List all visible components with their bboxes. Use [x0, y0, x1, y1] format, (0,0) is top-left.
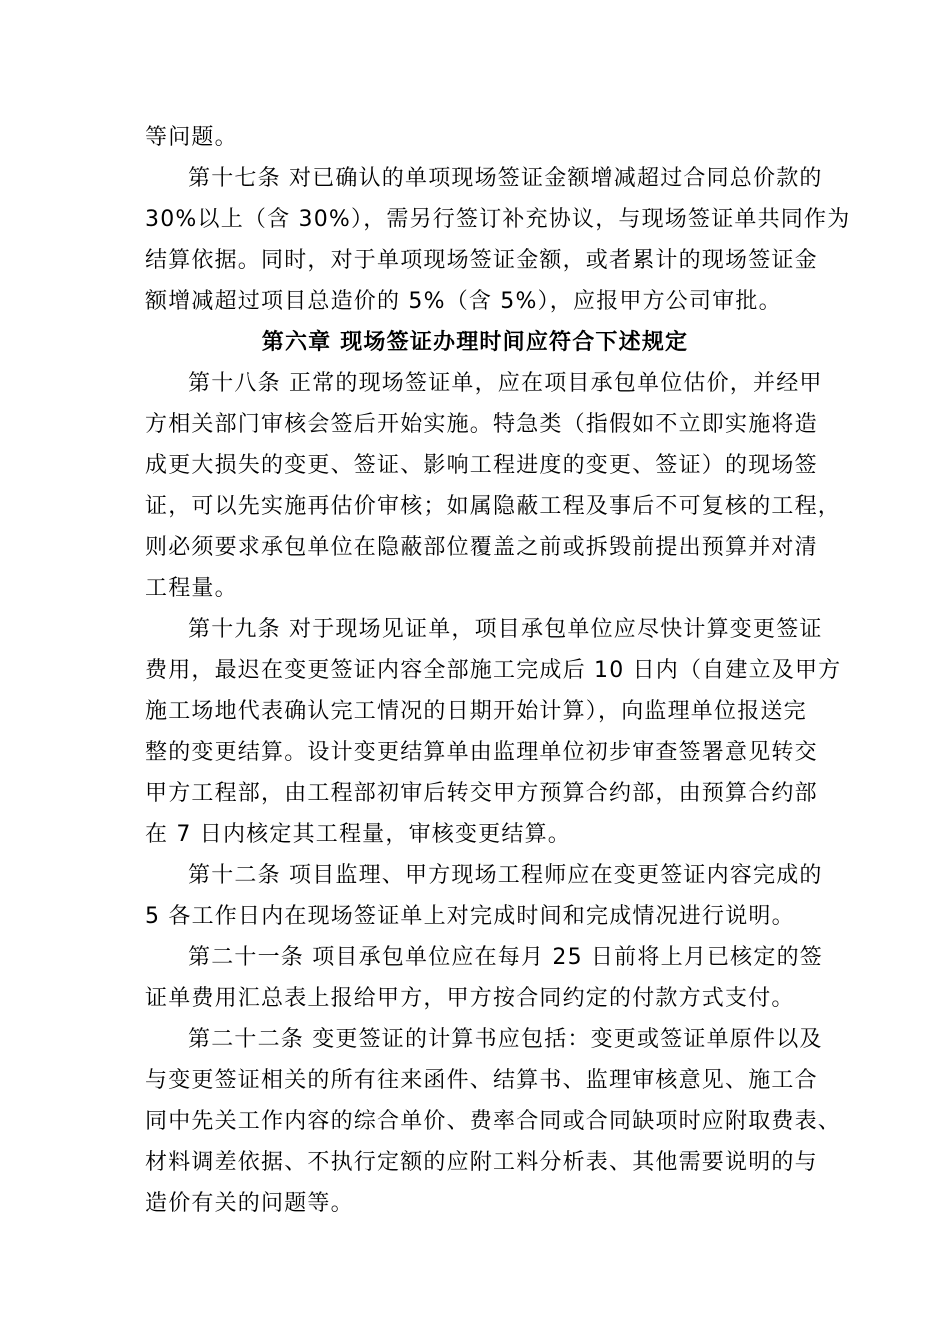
paragraph-line: 则必须要求承包单位在隐蔽部位覆盖之前或拆毁前提出预算并对清	[145, 535, 818, 560]
paragraph-line: 造价有关的问题等。	[145, 1191, 354, 1216]
paragraph-line: 5 各工作日内在现场签证单上对完成时间和完成情况进行说明。	[145, 904, 795, 929]
article-21-line: 第二十一条 项目承包单位应在每月 25 日前将上月已核定的签	[188, 945, 823, 970]
paragraph-line: 成更大损失的变更、签证、影响工程进度的变更、签证）的现场签	[145, 453, 818, 478]
paragraph-line: 甲方工程部，由工程部初审后转交甲方预算合约部，由预算合约部	[145, 781, 818, 806]
paragraph-line: 证，可以先实施再估价审核；如属隐蔽工程及事后不可复核的工程，	[145, 494, 842, 519]
article-18-line: 第十八条 正常的现场签证单，应在项目承包单位估价，并经甲	[188, 371, 823, 396]
article-17-line: 第十七条 对已确认的单项现场签证金额增减超过合同总价款的	[188, 166, 823, 191]
paragraph-line: 在 7 日内核定其工程量，审核变更结算。	[145, 822, 571, 847]
paragraph-line: 证单费用汇总表上报给甲方，甲方按合同约定的付款方式支付。	[145, 986, 795, 1011]
paragraph-line: 30%以上（含 30%），需另行签订补充协议，与现场签证单共同作为	[145, 207, 851, 232]
paragraph-line: 结算依据。同时，对于单项现场签证金额，或者累计的现场签证金	[145, 248, 818, 273]
paragraph-line: 额增减超过项目总造价的 5%（含 5%），应报甲方公司审批。	[145, 289, 782, 314]
article-12-line: 第十二条 项目监理、甲方现场工程师应在变更签证内容完成的	[188, 863, 823, 888]
paragraph-line: 方相关部门审核会签后开始实施。特急类（指假如不立即实施将造	[145, 412, 818, 437]
paragraph-line: 与变更签证相关的所有往来函件、结算书、监理审核意见、施工合	[145, 1068, 818, 1093]
article-22-line: 第二十二条 变更签证的计算书应包括：变更或签证单原件以及	[188, 1027, 823, 1052]
paragraph-line: 材料调差依据、不执行定额的应附工料分析表、其他需要说明的与	[145, 1150, 818, 1175]
paragraph-line: 施工场地代表确认完工情况的日期开始计算），向监理单位报送完	[145, 699, 807, 724]
paragraph-line: 费用，最迟在变更签证内容全部施工完成后 10 日内（自建立及甲方	[145, 658, 842, 683]
paragraph-line: 整的变更结算。设计变更结算单由监理单位初步审查签署意见转交	[145, 740, 818, 765]
article-19-line: 第十九条 对于现场见证单，项目承包单位应尽快计算变更签证	[188, 617, 823, 642]
paragraph-line: 等问题。	[145, 125, 238, 150]
paragraph-line: 工程量。	[145, 576, 238, 601]
paragraph-line: 同中先关工作内容的综合单价、费率合同或合同缺项时应附取费表、	[145, 1109, 842, 1134]
chapter-heading: 第六章 现场签证办理时间应符合下述规定	[261, 330, 689, 355]
